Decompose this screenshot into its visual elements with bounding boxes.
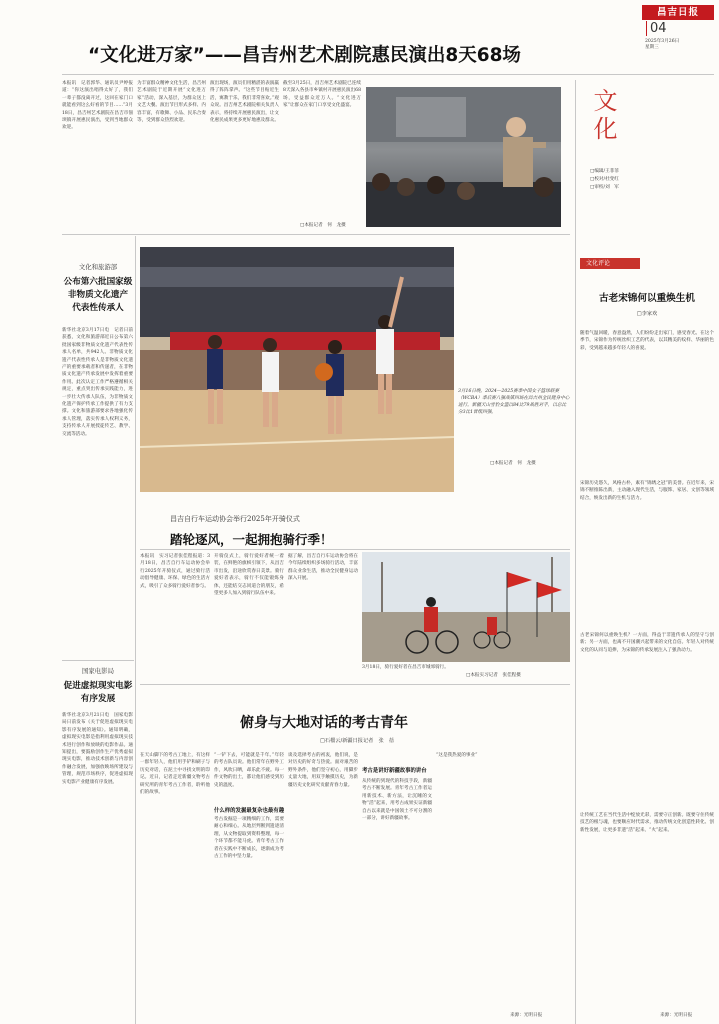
main-story-body: 为丰富群众精神文化生活，昌吉州艺术剧院于近期开展“文化进万家”活动，深入基层，为群众送上文艺大餐。演出节目形式多样、内容丰富，有歌舞、小品、民乐合奏等，受到群众热烈欢迎。 (137, 81, 206, 124)
left-headline-2-line: 促进虚拟现实电影 (63, 681, 133, 691)
main-story-body: 截至3月25日，昌吉州艺术剧院已连续8天深入各县市乡镇村开展惠民演出68场，受益群众近万人。“文化进万家”让群众在家门口享受文化盛宴。 (283, 81, 361, 109)
cycling-photo-caption: 3月18日，骑行爱好者在昌吉市城郊骑行。 (362, 665, 449, 670)
column-source: 来源：光明日报 (660, 1013, 693, 1018)
cycling-photo-credit: □本报实习记者 张佳程摄 (466, 673, 521, 678)
archaeology-body: “这是我热爱的事业” (436, 753, 478, 758)
archaeology-subhead: 什么样的发掘最复杂也最有趣 (214, 808, 285, 814)
archaeology-source: 来源：光明日报 (510, 1013, 543, 1018)
archaeology-body: “一铲下去，可能就是千年。”年轻的考古队员说。他们常年在野外工作，风吹日晒，却乐此不疲。每一件文物的出土，都让他们感受到历史的温度。 (214, 753, 284, 788)
cycling-body: 本报讯 实习记者张佳程报道：3月18日，昌吉自行车运动协会举行2025年开骑仪式，通过骑行活动倡导健康、环保、绿色的生活方式，吸引了众多骑行爱好者参与。 (140, 554, 210, 589)
performance-photo (366, 87, 561, 227)
left-kicker: 文化和旅游部 (78, 263, 118, 271)
left-kicker-2: 国家电影局 (82, 667, 114, 675)
left-headline-line: 公布第六批国家级 (63, 277, 133, 287)
section-title-vertical: 文化 (589, 88, 617, 144)
left-headline (62, 276, 134, 315)
archaeology-body: 从传统的到现代的科技手段，新疆考古不断发展。青年考古工作者运用新技术、新方法，让沉睡的文物“活”起来，用考古成果实证新疆自古以来就是中国领土不可分割的一部分，讲好新疆故事。 (362, 779, 432, 822)
archaeology-subhead: 考古是讲好新疆故事的讲台 (362, 768, 427, 774)
basketball-photo (140, 247, 454, 492)
column-headline: 古老宋锦何以重焕生机 (599, 293, 695, 304)
column-body: 宋锦历史悠久，风格古朴，素有“锦绣之冠”的美誉。在近年来，宋锦不断推陈出新，主动融入现代生活，与服饰、家居、文创等领域结合，焕发出新的生机与活力。 (580, 481, 714, 501)
main-headline: “文化进万家”——昌吉州艺术剧院惠民演出8天68场 (88, 45, 521, 66)
left-headline-line: 代表性传承人 (72, 303, 124, 313)
cycling-body: 开骑仪式上，骑行爱好者统一着装，在鲜艳的旗帜引领下，从昌吉市出发，沿途欣赏春日美景。骑行爱好者表示，骑行不仅能锻炼身体，还能结交志同道合的朋友，希望更多人加入到骑行队伍中来。 (214, 554, 284, 597)
main-story-body: 演出现场，演员们用精湛的表演赢得了阵阵掌声。“这些节目贴近生活，寓教于乐，我们非常喜欢。”观众说。昌吉州艺术剧院相关负责人表示，将持续开展惠民演出，让文化惠民成果更多更好地惠及群众。 (210, 81, 279, 124)
cycling-headline: 踏轮逐风，一起拥抱骑行季！ (170, 532, 333, 547)
main-story-lead: 本报讯 记者郭华、通讯员尹婷报道：“你这演出唱得太好了，我们一辈子都没离开过，这回在家门口就能看到这么好看的节目……”3月18日，昌吉州艺术剧院在昌吉市佃坝镇开展惠民演出，受到当地群众欢迎。 (62, 81, 133, 131)
issue-date: 2025年3月26日 (645, 39, 680, 44)
left-headline-2-line: 有序发展 (80, 694, 116, 704)
photo-credit: □本报记者 何 龙摄 (300, 223, 346, 228)
editor-credits (590, 168, 660, 192)
basketball-photo-credit: □本报记者 何 龙摄 (490, 461, 536, 466)
proofreader: □校对/杜变红 (590, 177, 619, 182)
archaeology-byline: □石榴云/新疆日报记者 张 蓓 (320, 738, 395, 744)
editor: □编辑/王菲菲 (590, 169, 619, 174)
cycling-photo (362, 552, 570, 662)
cycling-kicker: 昌吉自行车运动协会举行2025年开骑仪式 (170, 515, 300, 523)
cycling-body: 据了解，昌吉自行车运动协会将在今年陆续组织多场骑行活动，丰富群众业余生活，推动全民健身运动深入开展。 (288, 554, 358, 582)
reviewer: □审校/刘 军 (590, 185, 619, 190)
archaeology-body: 在天山脚下的考古工地上，有这样一群年轻人，他们用手铲和刷子与历史对话，在泥土中寻找文明的印记。近日，记者走近新疆文物考古研究所的青年考古工作者，聆听他们的故事。 (140, 753, 210, 796)
left-story-2-body: 新华社北京3月21日电 国家电影局日前发布《关于促进虚拟现实电影有序发展的通知》。通知明确，虚拟现实电影是指利用虚拟现实技术进行创作和放映的电影作品。通知提出，要鼓励创作生产优秀虚拟现实电影，推动技术创新与内容创作融合发展，加强放映场所建设与管理，规范市场秩序，促进虚拟现实电影产业健康有序发展。 (62, 713, 133, 785)
paper-name-logo: 昌吉日报 (642, 5, 714, 20)
column-kicker: 文化评论 (580, 258, 640, 269)
column-body: 古老宋锦何以重焕生机？一方面，得益于非遗传承人的坚守与创新；另一方面，也离不开国潮兴起带来的文化自信。年轻人对传统文化的认同与追捧，为宋锦的传承发展注入了强劲动力。 (580, 633, 714, 653)
left-story-body: 新华社北京3月17日电 记者日前获悉，文化和旅游部近日公布第六批国家级非物质文化遗产代表性传承人名单，共942人。非物质文化遗产代表性传承人是非物质文化遗产的重要承载者和传递者，在非物质文化遗产传承发展中发挥着重要作用。此次认定工作严格遵循相关规定，重点突出传承实践能力，进一步壮大传承人队伍，为非物质文化遗产保护传承工作提供了有力支撑。文化和旅游部要求各地强化传承人管理，落实传承人权利义务，支持传承人开展授徒传艺、教学、交流等活动。 (62, 328, 133, 437)
column-byline: □李家欢 (636, 311, 658, 317)
masthead (642, 5, 714, 49)
archaeology-body: 考古发掘是一项精细的工作，需要耐心和细心。从地层判断到遗迹清理，从文物提取到资料整理，每一个环节都不能马虎。青年考古工作者在实践中不断成长，逐渐成为考古工作的中坚力量。 (214, 817, 284, 860)
column-body: 让传统工艺在当代生活中绽放光彩，需要守正创新。既要守住传统技艺的根与魂，也要顺应时代需求，推动传统文化创造性转化、创新性发展，让更多非遗“活”起来、“火”起来。 (580, 813, 714, 833)
page-number: 04 (646, 21, 667, 36)
archaeology-body: 谈及选择考古的初衷，他们说，是对历史的好奇与热爱。面对艰苦的野外条件，他们坚守初心，用脚步丈量大地，用双手触摸历史，为新疆历史文化研究贡献青春力量。 (288, 753, 358, 788)
issue-weekday: 星期三 (645, 45, 659, 50)
left-headline-line: 非物质文化遗产 (67, 290, 129, 300)
left-headline-2 (62, 680, 134, 706)
column-body: 随着气温回暖，春意盎然，人们纷纷走出家门，感受春光。在这个季节，宋锦作为传统丝织工艺的代表，以其精美的纹样、华丽的色彩，受到越来越多年轻人的喜爱。 (580, 331, 714, 351)
basketball-photo-caption: 3月16日晚，2024—2025赛季中国女子篮球联赛（WCBA）季后赛八强战第四场在昌吉州全民健身中心进行。新疆天山雪豹女篮以84比79战胜对手，以总比分3比1晋级四强。 (458, 389, 570, 415)
archaeology-headline: 俯身与大地对话的考古青年 (240, 715, 408, 731)
